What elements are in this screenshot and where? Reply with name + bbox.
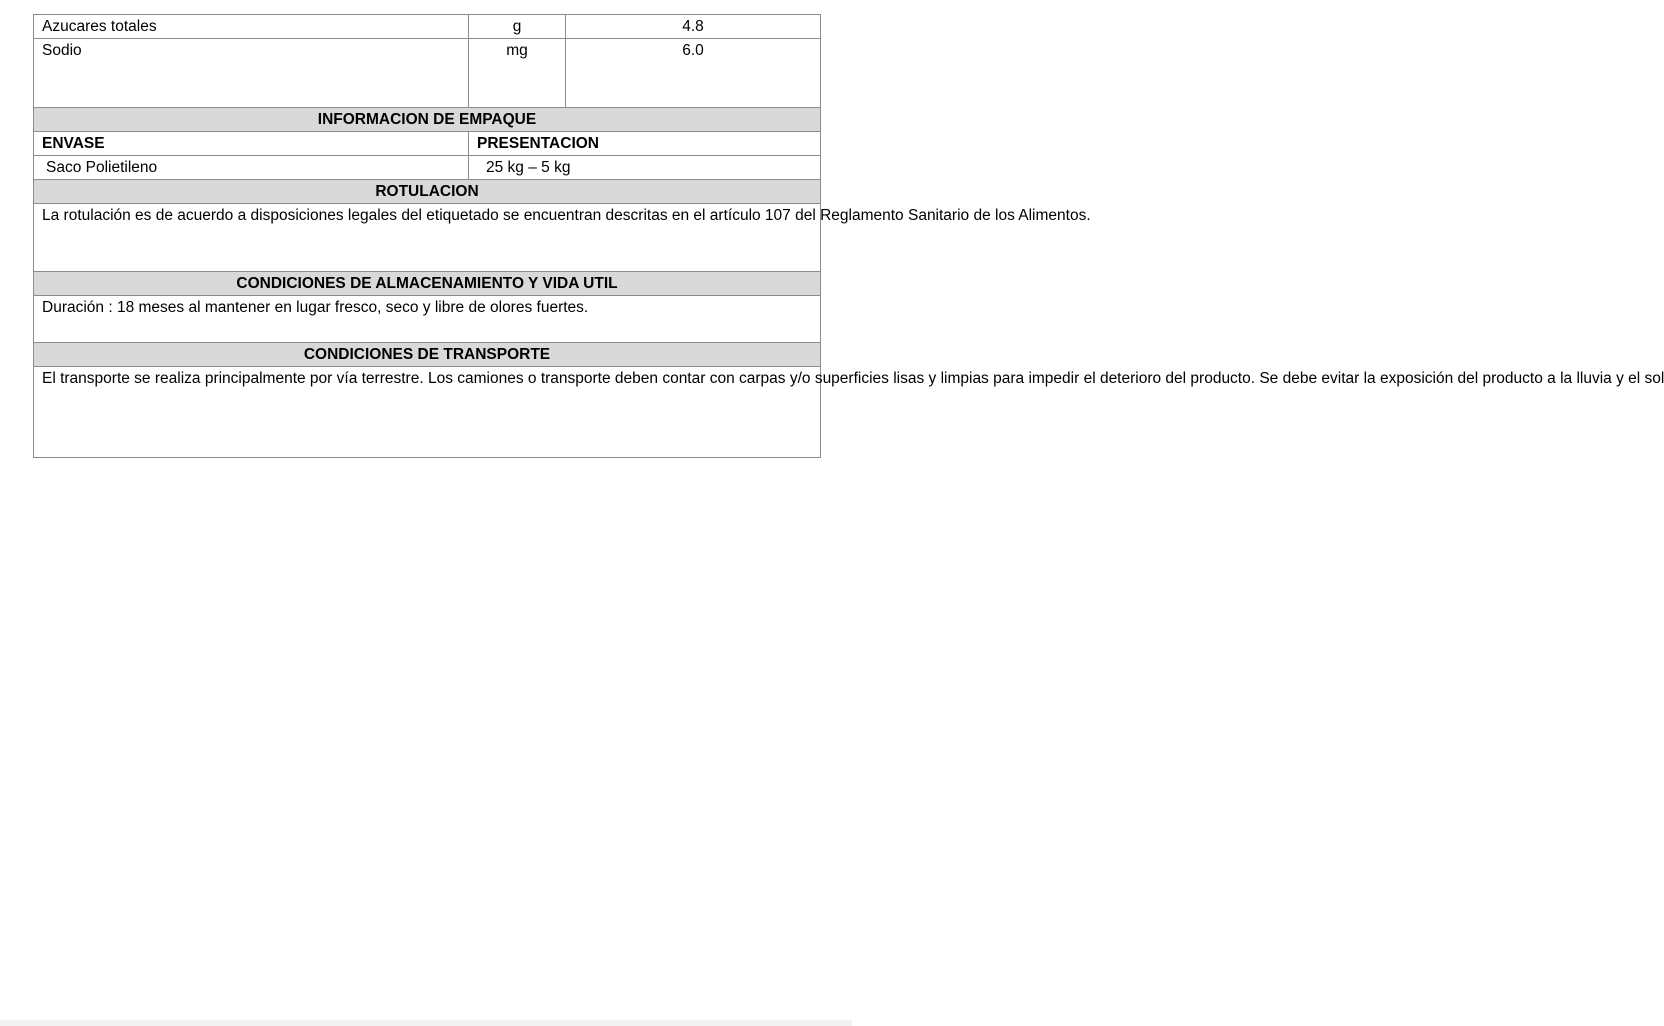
- packaging-section-header: [34, 108, 821, 132]
- nutrient-unit: mg: [469, 39, 566, 108]
- packaging-section-title: INFORMACION DE EMPAQUE: [34, 108, 821, 132]
- transport-section-header: [34, 343, 821, 367]
- labeling-section-header: [34, 180, 821, 204]
- storage-section-title: CONDICIONES DE ALMACENAMIENTO Y VIDA UTIL: [34, 272, 821, 296]
- spec-table: [33, 14, 1664, 458]
- labeling-text: La rotulación es de acuerdo a disposiciones legales del etiquetado se encuentran descritas en el artículo 107 del Reglamento Sanitario de los Alimentos.: [34, 204, 821, 272]
- nutrition-row-sodio: [34, 39, 821, 108]
- storage-section-header: [34, 272, 821, 296]
- transport-section-title: CONDICIONES DE TRANSPORTE: [34, 343, 821, 367]
- product-spec-document: [33, 14, 1664, 458]
- nutrient-value: 6.0: [566, 39, 821, 108]
- labeling-row: [34, 204, 821, 272]
- storage-row: [34, 296, 821, 343]
- nutrient-value: 4.8: [566, 15, 821, 39]
- transport-text: El transporte se realiza principalmente por vía terrestre. Los camiones o transporte deben contar con carpas y/o superficies lisas y limpias para impedir el deterioro del producto. Se debe evitar la exposición del producto a la lluvia y el sol: [34, 367, 821, 458]
- envase-value: Saco Polietileno: [34, 156, 469, 180]
- nutrition-row-azucares: [34, 15, 821, 39]
- nutrient-unit: g: [469, 15, 566, 39]
- envase-header: ENVASE: [34, 132, 469, 156]
- labeling-section-title: ROTULACION: [34, 180, 821, 204]
- page-bottom-edge: [0, 1020, 852, 1026]
- nutrient-name: Sodio: [34, 39, 469, 108]
- storage-text: Duración : 18 meses al mantener en lugar fresco, seco y libre de olores fuertes.: [34, 296, 821, 343]
- transport-row: [34, 367, 821, 458]
- presentacion-header: PRESENTACION: [469, 132, 821, 156]
- presentacion-value: 25 kg – 5 kg: [469, 156, 821, 180]
- packaging-subheader-row: [34, 132, 821, 156]
- nutrient-name: Azucares totales: [34, 15, 469, 39]
- packaging-value-row: [34, 156, 821, 180]
